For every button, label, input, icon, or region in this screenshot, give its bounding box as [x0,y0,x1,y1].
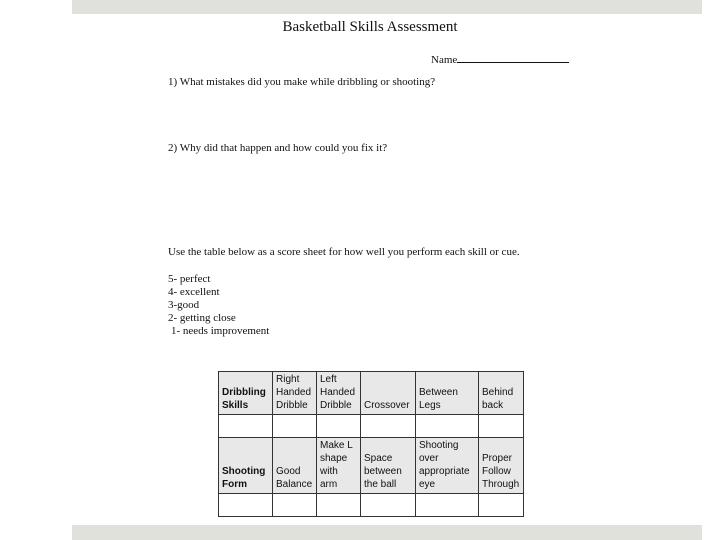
cell-text: Skills [222,400,249,411]
score-cell[interactable] [273,415,317,438]
cell-text: Dribbling [222,387,266,398]
cell-text: Shooting [222,466,266,477]
header-cell [317,372,361,415]
dribbling-score-row [219,415,524,438]
score-instructions: Use the table below as a score sheet for how well you perform each skill or cue. [168,246,520,258]
dribbling-header-row [219,372,524,415]
score-cell[interactable] [416,415,479,438]
page-title: Basketball Skills Assessment [282,19,458,35]
cell-text: Dribble [276,400,308,411]
cell-text: Between [419,387,458,398]
cell-text: Balance [276,479,313,490]
score-table [218,371,524,517]
score-cell[interactable] [416,494,479,517]
cell-text: over [419,453,439,464]
cell-text: Handed [276,387,312,398]
score-cell[interactable] [317,415,361,438]
scale-item: 2- getting close [168,312,236,324]
shooting-label-cell [219,438,273,494]
score-cell[interactable] [361,415,416,438]
cell-text: appropriate [419,466,470,477]
shooting-score-row [219,494,524,517]
header-cell [416,438,479,494]
cell-text: Left [320,374,337,385]
question-1: 1) What mistakes did you make while dribbling or shooting? [168,76,436,88]
cell-text: Good [276,466,301,477]
score-cell[interactable] [219,415,273,438]
header-cell [361,372,416,415]
scale-item: 1- needs improvement [171,325,270,337]
cell-text: shape [320,453,348,464]
name-blank [457,52,569,63]
header-cell [479,372,524,415]
score-scale [168,273,269,338]
score-cell[interactable] [317,494,361,517]
cell-text: eye [419,479,436,490]
dribbling-label-cell [219,372,273,415]
cell-text: arm [320,479,338,490]
header-cell [416,372,479,415]
cell-text: Shooting [419,440,459,451]
bottom-band [72,525,702,540]
shooting-header-row [219,438,524,494]
cell-text: Follow [482,466,511,477]
cell-text: Proper [482,453,513,464]
cell-text: Make L [320,440,353,451]
cell-text: back [482,400,504,411]
cell-text: Legs [419,400,441,411]
header-cell [317,438,361,494]
cell-text: Behind [482,387,514,398]
scale-item: 4- excellent [168,286,220,298]
name-label: Name [431,54,458,66]
cell-text: Through [482,479,520,490]
cell-text: between [364,466,402,477]
cell-text: the ball [364,479,397,490]
name-field [431,52,569,66]
cell-text: Right [276,374,300,385]
scale-item: 5- perfect [168,273,211,285]
cell-text: Form [222,479,247,490]
scale-item: 3-good [168,299,200,311]
header-cell [361,438,416,494]
cell-text: Crossover [364,400,410,411]
top-band [72,0,702,14]
score-cell[interactable] [479,494,524,517]
header-cell [273,372,317,415]
header-cell [273,438,317,494]
score-cell[interactable] [219,494,273,517]
score-cell[interactable] [361,494,416,517]
cell-text: Space [364,453,393,464]
question-2: 2) Why did that happen and how could you fix it? [168,142,388,154]
cell-text: with [320,466,338,477]
score-cell[interactable] [273,494,317,517]
cell-text: Dribble [320,400,352,411]
score-cell[interactable] [479,415,524,438]
header-cell [479,438,524,494]
cell-text: Handed [320,387,356,398]
